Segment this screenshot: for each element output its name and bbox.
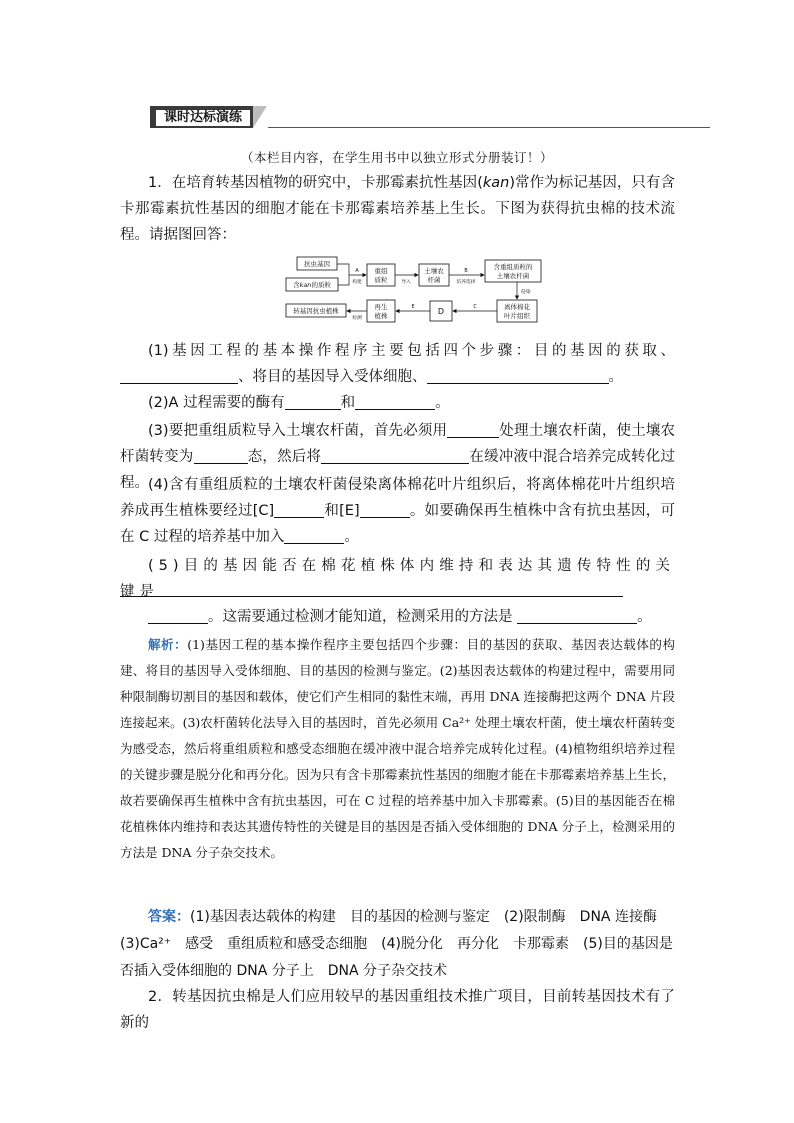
q1-part-5-line-1: (5)目的基因能否在棉花植株体内维持和表达其遗传特性的关键是 bbox=[120, 558, 675, 600]
label-regen-1: 再生 bbox=[374, 303, 388, 311]
part-text: 。 bbox=[608, 369, 623, 385]
label-agro-2: 杆菌 bbox=[427, 276, 441, 284]
stem-text: 1．在培育转基因植物的研究中，卡那霉素抗性基因( bbox=[148, 175, 483, 191]
arrow-label-detect: 检测 bbox=[352, 316, 362, 321]
part-text: 、将目的基因导入受体细胞、 bbox=[238, 369, 427, 385]
label-agro2-1: 含重组质粒的 bbox=[493, 263, 533, 271]
arrow-label-infect: 侵染 bbox=[521, 290, 531, 295]
label-agro2-2: 土壤农杆菌 bbox=[496, 272, 530, 280]
question-2-stem: 2．转基因抗虫棉是人们应用较早的基因重组技术推广项目，目前转基因技术有了新的 bbox=[120, 989, 675, 1031]
label-final: 转基因抗虫植株 bbox=[293, 307, 339, 315]
arrow-label-c: C bbox=[473, 305, 477, 310]
analysis-block bbox=[120, 632, 675, 866]
arrow-label-a: A bbox=[355, 269, 359, 274]
answer-label: 答案： bbox=[148, 909, 190, 925]
answer-blank[interactable] bbox=[321, 447, 469, 464]
answer-blank[interactable] bbox=[274, 501, 324, 518]
bracket-line bbox=[337, 264, 349, 285]
stem-kan: kan bbox=[482, 175, 510, 191]
answer-blank[interactable] bbox=[148, 607, 208, 624]
answer-blank[interactable] bbox=[355, 393, 435, 410]
q1-part-5-line-2 bbox=[120, 604, 675, 630]
answer-blank[interactable] bbox=[120, 367, 238, 384]
analysis-label: 解析： bbox=[148, 637, 188, 652]
answer-blank[interactable] bbox=[360, 501, 410, 518]
label-gene: 抗虫基因 bbox=[304, 260, 330, 268]
binding-note: （本栏目内容，在学生用书中以独立形式分册装订！） bbox=[240, 150, 553, 165]
section-header bbox=[150, 104, 710, 130]
part-text: (1)基因工程的基本操作程序主要包括四个步骤：目的基因的获取、 bbox=[148, 343, 675, 359]
answer-blank[interactable] bbox=[284, 527, 344, 544]
part-text: 。这需要通过检测才能知道，检测采用的方法是 bbox=[208, 609, 513, 625]
q1-part-1 bbox=[120, 338, 675, 390]
section-tab bbox=[150, 106, 253, 128]
flow-diagram-svg bbox=[283, 254, 543, 328]
answer-blank[interactable] bbox=[194, 447, 248, 464]
question-1-stem bbox=[120, 170, 675, 248]
part-text: 态，然后将 bbox=[247, 449, 322, 465]
label-recomb-1: 重组 bbox=[374, 267, 388, 275]
arrow-label-b: B bbox=[464, 269, 468, 274]
part-text: 。 bbox=[435, 395, 450, 411]
arrow-label-e: E bbox=[411, 305, 415, 310]
answer-blank[interactable] bbox=[517, 607, 637, 624]
part-text: 。如要确保再生植株中含有抗虫基因，可在 C 过程的培养基中加入 bbox=[120, 503, 675, 545]
answer-blank[interactable] bbox=[447, 421, 499, 438]
arrow-label-import: 导入 bbox=[401, 280, 411, 285]
section-tab-shadow bbox=[253, 106, 267, 128]
label-agro-1: 土壤农 bbox=[424, 267, 444, 275]
part-text: 和 bbox=[340, 395, 356, 411]
label-leaf-2: 叶片组织 bbox=[504, 312, 530, 320]
answer-blank[interactable] bbox=[285, 393, 341, 410]
part-text: (2)A 过程需要的酶有 bbox=[148, 395, 285, 411]
stem-text: )常作为标记基因，只有含卡那霉素抗性基因的细胞才能在卡那霉素培养基上生长。下图为获得抗虫棉的技术流程。请据图回答： bbox=[120, 175, 675, 243]
arrow-label-construct: 构建 bbox=[352, 280, 362, 285]
label-leaf-1: 离体棉花 bbox=[504, 303, 530, 311]
part-text: 。 bbox=[344, 529, 359, 545]
part-text: 和[E] bbox=[324, 503, 360, 519]
part-text: 在缓冲液中混合培养完成转化过程。 bbox=[120, 449, 676, 491]
label-d: D bbox=[437, 307, 445, 316]
label-plasmid: 含kan的质粒 bbox=[293, 281, 331, 289]
answer-blank-long[interactable] bbox=[120, 582, 623, 597]
section-rule bbox=[268, 127, 710, 128]
label-recomb-2: 质粒 bbox=[374, 276, 388, 284]
label-regen-2: 植株 bbox=[374, 312, 388, 320]
arrow-label-select: 培养选择 bbox=[456, 280, 476, 285]
answer-blank[interactable] bbox=[427, 367, 609, 384]
answer-block bbox=[120, 904, 675, 985]
analysis-text: (1)基因工程的基本操作程序主要包括四个步骤：目的基因的获取、基因表达载体的构建、将目的基因导入受体细胞、目的基因的检测与鉴定。(2)基因表达载体的构建过程中，需要用同种限制酶切割目的基因和载体，使它们产生相同的黏性末端，再用 DNA 连接酶把这两个 DNA 片段连接起来。(3)农杆菌转化法导入目的基因时，首先必须用 Ca²⁺ 处理土壤农杆菌，使土壤农杆菌转变为感受态，然后将重组质粒和感受态细胞在缓冲液中混合培养完成转化过程。(4)植物组织培养过程的关键步骤是脱分化和再分化。因为只有含卡那霉素抗性基因的细胞才能在卡那霉素培养基上生长，故若要确保再生植株中含有抗虫基因，可在 C 过程的培养基中加入卡那霉素。(5)目的基因能否在棉花植株体内维持和表达其遗传特性的关键是目的基因是否插入受体细胞的 DNA 分子上，检测采用的方法是 DNA 分子杂交技术。 bbox=[120, 637, 675, 860]
answer-text: (1)基因表达载体的构建 目的基因的检测与鉴定 (2)限制酶 DNA 连接酶 (3)Ca²⁺ 感受 重组质粒和感受态细胞 (4)脱分化 再分化 卡那霉素 (5)目的基因是否插入受体细胞的 DNA 分子上 DNA 分子杂交技术 bbox=[120, 909, 673, 979]
part-text: 。 bbox=[637, 609, 652, 625]
q1-part-4 bbox=[120, 472, 675, 550]
section-title: 课时达标演练 bbox=[156, 110, 250, 126]
q1-part-2 bbox=[120, 390, 675, 416]
flow-diagram bbox=[283, 254, 543, 328]
part-text: (4)含有重组质粒的土壤农杆菌侵染离体棉花叶片组织后，将离体棉花叶片组织培养成再生植株要经过[C] bbox=[120, 477, 675, 519]
part-text: (3)要把重组质粒导入土壤农杆菌，首先必须用 bbox=[148, 423, 448, 439]
part-text: 处理土壤农杆菌，使土壤农杆菌转变为 bbox=[120, 423, 675, 465]
